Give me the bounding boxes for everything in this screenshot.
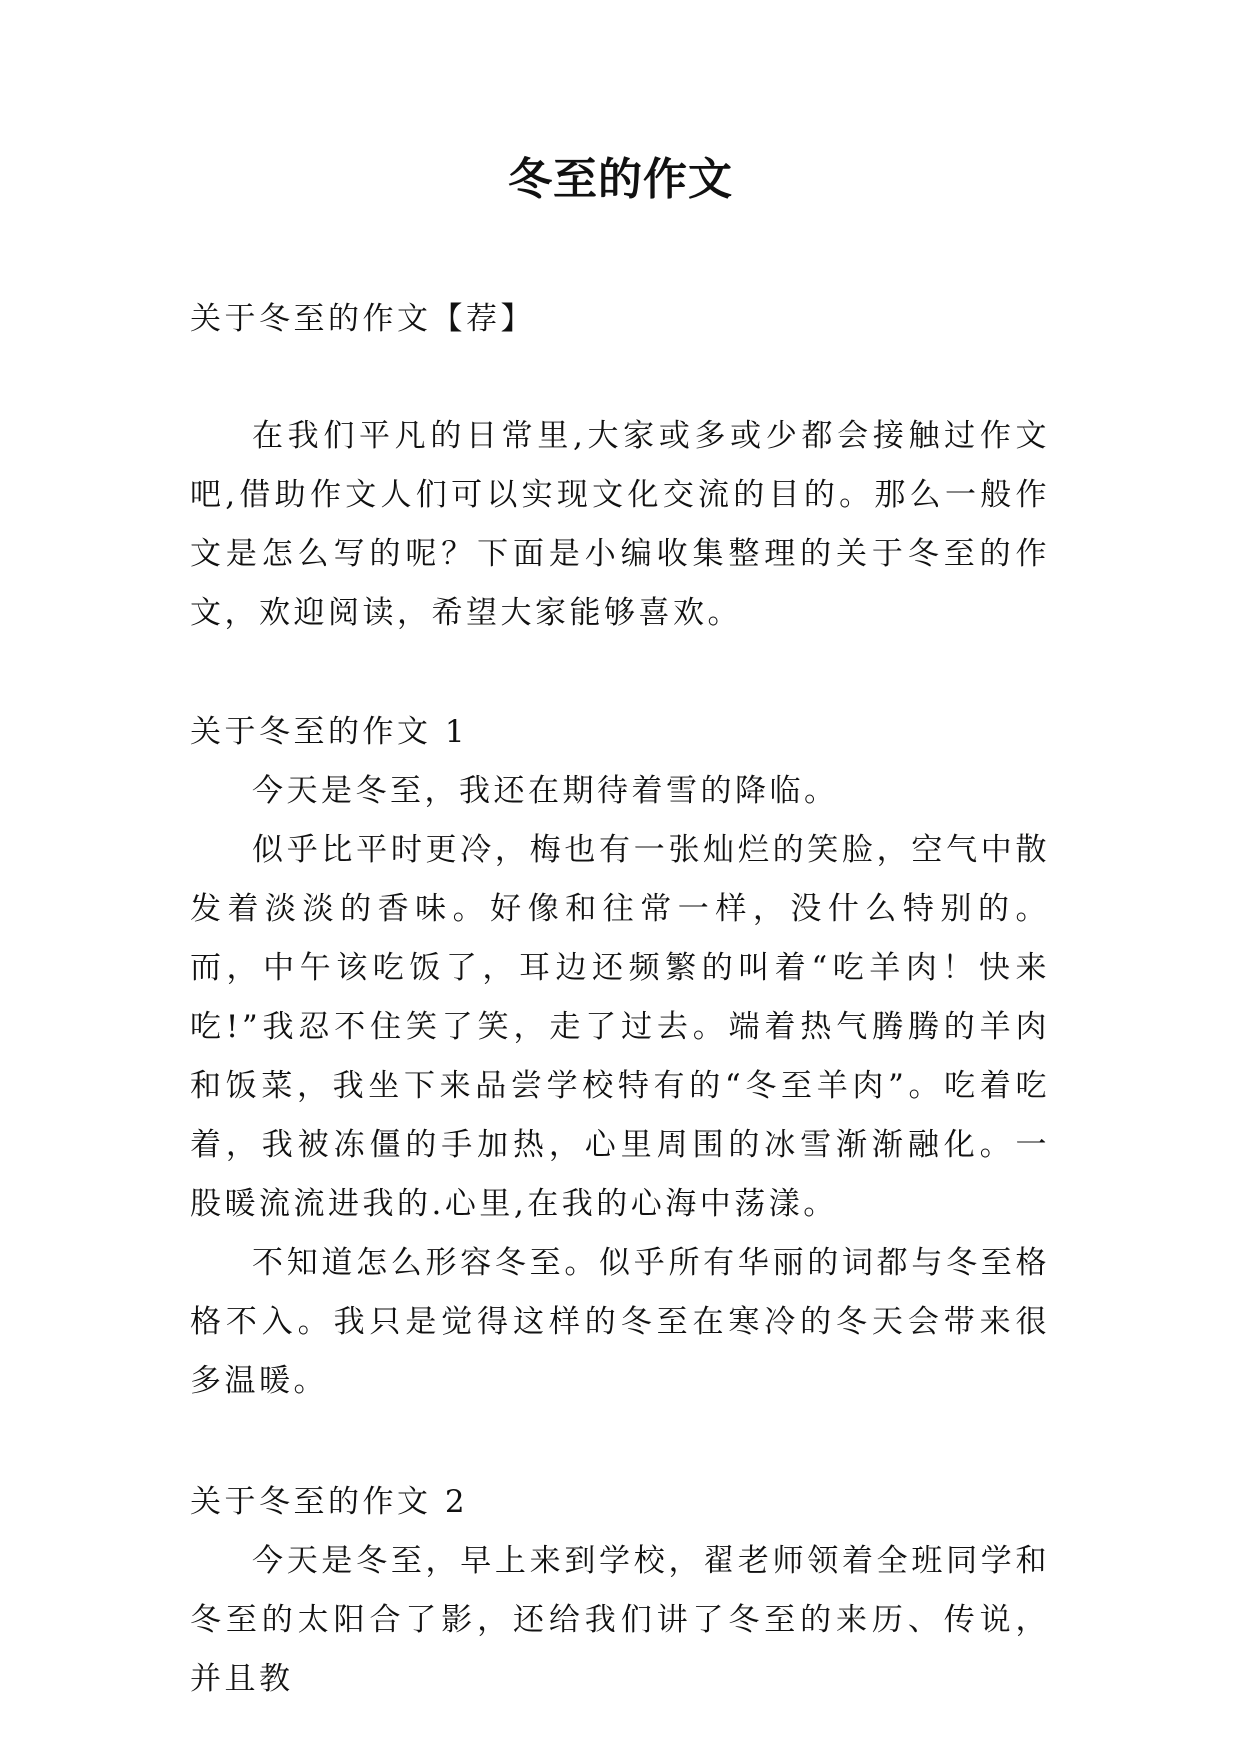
section-heading-1: 关于冬至的作文 1 (190, 714, 469, 750)
document-body (190, 290, 1050, 1709)
section-2-paragraph-1: 今天是冬至，早上来到学校，翟老师领着全班同学和冬至的太阳合了影，还给我们讲了冬至的来历、传说，并且教 (190, 1543, 1050, 1697)
intro-paragraph: 在我们平凡的日常里,大家或多或少都会接触过作文吧,借助作文人们可以实现文化交流的目的。那么一般作文是怎么写的呢？下面是小编收集整理的关于冬至的作文，欢迎阅读，希望大家能够喜欢。 (190, 418, 1050, 631)
spacer (190, 1411, 1050, 1473)
section-1-paragraph-2: 似乎比平时更冷，梅也有一张灿烂的笑脸，空气中散发着淡淡的香味。好像和往常一样，没什么特别的。而，中午该吃饭了，耳边还频繁的叫着“吃羊肉！快来吃!”我忍不住笑了笑，走了过去。端着热气腾腾的羊肉和饭菜，我坐下来品尝学校特有的“冬至羊肉”。吃着吃着，我被冻僵的手加热，心里周围的冰雪渐渐融化。一股暖流流进我的.心里,在我的心海中荡漾。 (190, 832, 1050, 1222)
spacer (190, 643, 1050, 703)
document-subtitle: 关于冬至的作文【荐】 (190, 301, 535, 337)
spacer (190, 349, 1050, 407)
section-heading-2: 关于冬至的作文 2 (190, 1484, 469, 1520)
section-1-paragraph-3: 不知道怎么形容冬至。似乎所有华丽的词都与冬至格格不入。我只是觉得这样的冬至在寒冷的冬天会带来很多温暖。 (190, 1245, 1050, 1399)
document-title: 冬至的作文 (508, 154, 733, 205)
section-1-paragraph-1: 今天是冬至，我还在期待着雪的降临。 (252, 773, 839, 809)
